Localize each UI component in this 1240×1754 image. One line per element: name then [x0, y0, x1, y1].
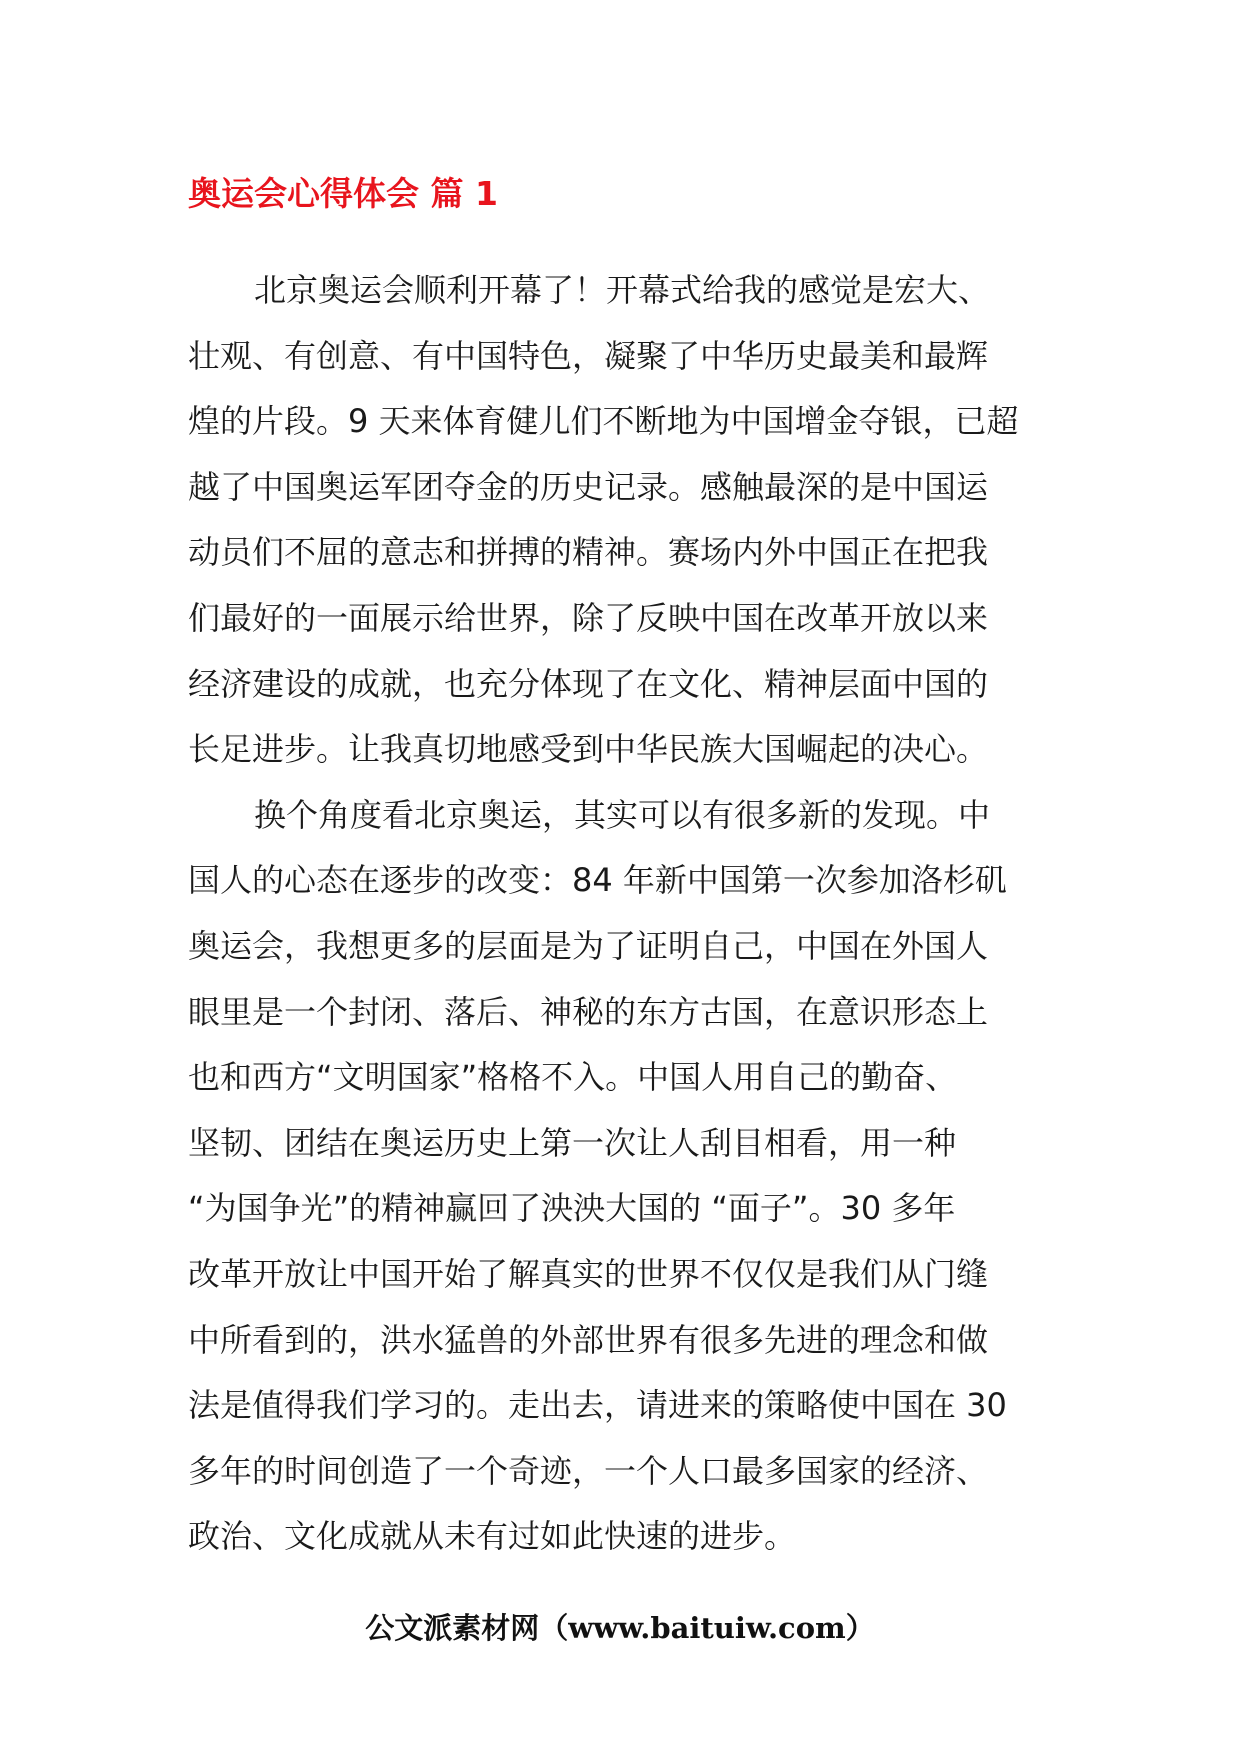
- paragraph-2-line-2: 国人的心态在逐步的改变：84 年新中国第一次参加洛杉矶: [188, 861, 1007, 900]
- paragraph-2-line-11: 多年的时间创造了一个奇迹，一个人口最多国家的经济、: [188, 1451, 989, 1490]
- paragraph-1-line-8: 长足进步。让我真切地感受到中华民族大国崛起的决心。: [188, 730, 989, 769]
- paragraph-2-line-1: 换个角度看北京奥运，其实可以有很多新的发现。中: [254, 795, 991, 834]
- paragraph-1-line-2: 壮观、有创意、有中国特色，凝聚了中华历史最美和最辉: [188, 336, 989, 375]
- paragraph-2-line-8: 改革开放让中国开始了解真实的世界不仅仅是我们从门缝: [188, 1254, 989, 1293]
- paragraph-2-line-5: 也和西方“文明国家”格格不入。中国人用自己的勤奋、: [188, 1058, 958, 1097]
- paragraph-1-line-7: 经济建设的成就，也充分体现了在文化、精神层面中国的: [188, 664, 989, 703]
- paragraph-2-line-10: 法是值得我们学习的。走出去，请进来的策略使中国在 30: [188, 1386, 1007, 1425]
- paragraph-1-line-4: 越了中国奥运军团夺金的历史记录。感触最深的是中国运: [188, 467, 989, 506]
- paragraph-2-line-6: 坚韧、团结在奥运历史上第一次让人刮目相看，用一种: [188, 1123, 957, 1162]
- paragraph-1-line-3: 煌的片段。9 天来体育健儿们不断地为中国增金夺银，已超: [188, 402, 1019, 441]
- paragraph-2-line-4: 眼里是一个封闭、落后、神秘的东方古国，在意识形态上: [188, 992, 989, 1031]
- paragraph-2-line-7: “为国争光”的精神赢回了泱泱大国的 “面子”。30 多年: [188, 1189, 956, 1228]
- paragraph-1-line-1: 北京奥运会顺利开幕了！开幕式给我的感觉是宏大、: [254, 271, 991, 309]
- paragraph-1-line-6: 们最好的一面展示给世界，除了反映中国在改革开放以来: [188, 598, 989, 637]
- paragraph-1-line-5: 动员们不屈的意志和拼搏的精神。赛场内外中国正在把我: [188, 533, 989, 572]
- document-body: [188, 258, 1058, 1570]
- paragraph-2-line-9: 中所看到的，洪水猛兽的外部世界有很多先进的理念和做: [188, 1320, 989, 1359]
- paragraph-2-line-3: 奥运会，我想更多的层面是为了证明自己，中国在外国人: [188, 926, 989, 965]
- footer-source-text: 公文派素材网（www.baituiw.com）: [365, 1611, 875, 1645]
- paragraph-2-line-12: 政治、文化成就从未有过如此快速的进步。: [188, 1517, 797, 1556]
- document-title: 奥运会心得体会 篇 1: [188, 174, 498, 213]
